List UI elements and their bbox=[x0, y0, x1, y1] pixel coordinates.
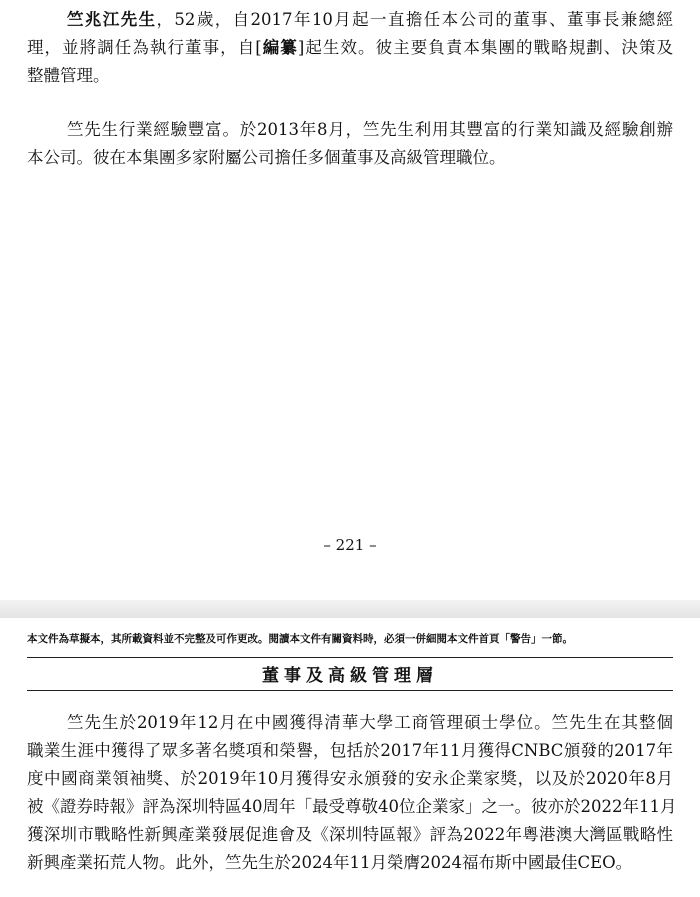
text-line: 職業生涯中獲得了眾多著名獎項和榮譽，包括於2017年11月獲得CNBC頒發的2017年 bbox=[27, 741, 673, 760]
header-rule-bottom bbox=[27, 690, 673, 691]
text-line: 新興產業拓荒人物。此外，竺先生於2024年11月榮膺2024福布斯中國最佳CEO。 bbox=[27, 853, 633, 872]
text-span: ，52歲，自2017年10月起一直擔任本公司的董事、董事長兼總經 bbox=[156, 10, 674, 29]
page-number: – 221 – bbox=[323, 536, 377, 554]
text-line: 本公司。彼在本集團多家附屬公司擔任多個董事及高級管理職位。 bbox=[27, 148, 506, 167]
text-line bbox=[27, 34, 673, 62]
text-line: 竺先生於2019年12月在中國獲得清華大學工商管理碩士學位。竺先生在其整個 bbox=[67, 713, 673, 732]
paragraph-experience bbox=[27, 116, 673, 172]
text-span: ]起生效。彼主要負責本集團的戰略規劃、決策及 bbox=[297, 38, 674, 57]
redacted-marker: 編纂 bbox=[261, 38, 298, 57]
text-line: 整體管理。 bbox=[27, 66, 110, 85]
paragraph-biography-intro bbox=[27, 6, 673, 90]
text-line: 竺先生行業經驗豐富。於2013年8月，竺先生利用其豐富的行業知識及經驗創辦 bbox=[67, 120, 673, 139]
page-separator bbox=[0, 600, 700, 618]
draft-disclaimer: 本文件為草擬本，其所載資料並不完整及可作更改。閱讀本文件有關資料時，必須一併細閱本文件首頁「警告」一節。 bbox=[27, 633, 573, 645]
header-rule-top bbox=[27, 657, 673, 658]
person-name: 竺兆江先生 bbox=[67, 10, 157, 29]
text-span: 理，並將調任為執行董事，自[ bbox=[27, 38, 262, 57]
section-title: 董事及高級管理層 bbox=[262, 666, 438, 686]
text-line: 被《證券時報》評為深圳特區40周年「最受尊敬40位企業家」之一。彼亦於2022年11月 bbox=[27, 797, 677, 816]
document-page-bottom bbox=[0, 618, 700, 897]
paragraph-awards bbox=[27, 709, 677, 877]
text-line bbox=[27, 6, 673, 34]
text-line: 獲深圳市戰略性新興產業發展促進會及《深圳特區報》評為2022年粵港澳大灣區戰略性 bbox=[27, 825, 673, 844]
text-line: 度中國商業領袖獎、於2019年10月獲得安永頒發的安永企業家獎，以及於2020年8月 bbox=[27, 769, 673, 788]
